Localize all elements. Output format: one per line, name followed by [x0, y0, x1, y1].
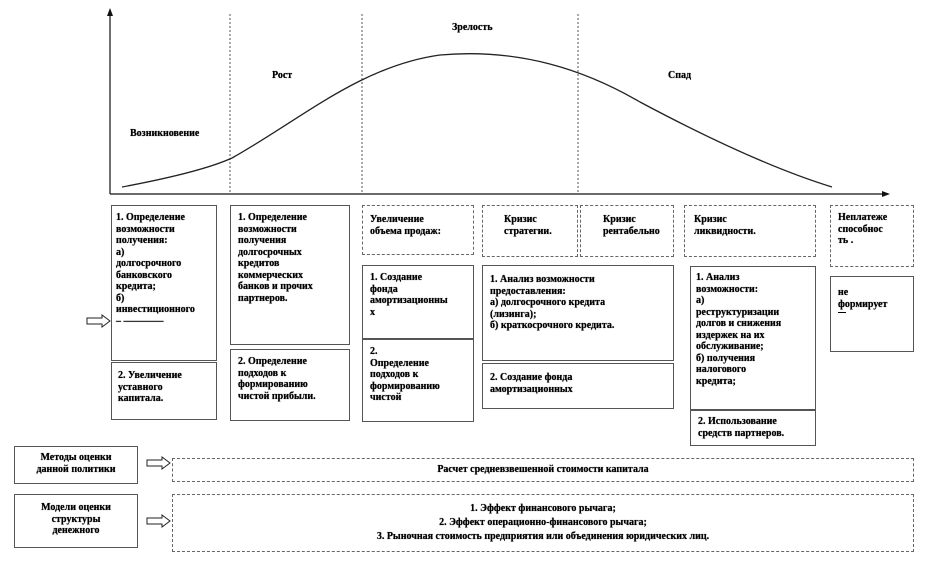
methods-arrow-icon	[146, 456, 172, 470]
y-axis-arrow	[107, 8, 113, 16]
methods-label: Методы оценки данной политики	[36, 452, 116, 475]
stage-growth: Рост	[272, 70, 293, 81]
stage-birth: Возникновение	[130, 128, 200, 139]
col2-bottom-text: 2. Определение подходов к формированию чистой прибыли.	[238, 356, 316, 402]
lifecycle-curve	[122, 54, 832, 187]
col5-bottom-text: 2. Использование средств партнеров.	[698, 416, 785, 439]
stage-maturity: Зрелость	[452, 22, 493, 33]
col5-head-text: Кризис ликвидности.	[694, 214, 756, 237]
methods-content: Расчет средневзвешенной стоимости капитала	[437, 464, 649, 475]
col4-bottom-text: 2. Создание фонда амортизационных	[490, 372, 573, 395]
col4b-head-text: Кризис рентабельно	[603, 214, 660, 237]
col1-top-text: 1. Определение возможности получения: а) долгосрочного банковского кредита; б) инвестиционного – ––––––––	[116, 212, 195, 327]
col4a-head-text: Кризис стратегии.	[504, 214, 552, 237]
input-arrow-icon	[86, 314, 112, 328]
models-arrow-icon	[146, 514, 172, 528]
models-content: 1. Эффект финансового рычага; 2. Эффект операционно-финансового рычага; 3. Рыночная стоимость предприятия или объединения юридических лиц.	[376, 503, 710, 542]
col5-mid-text: 1. Анализ возможности: а) реструктуризации долгов и снижения издержек на их обслуживание; б) получения налогового кредита;	[696, 272, 782, 387]
col2-top-text: 1. Определение возможности получения долгосрочных кредитов коммерческих банков и прочих партнеров.	[238, 212, 313, 304]
x-axis-arrow	[882, 191, 890, 197]
stage-decline: Спад	[668, 70, 692, 81]
col3-head-text: Увеличение объема продаж:	[370, 214, 441, 237]
col6-head-text: Неплатеже способнос ть .	[838, 212, 888, 246]
col3-mid-text: 1. Создание фонда амортизационны х	[370, 272, 448, 318]
col1-bottom-text: 2. Увеличение уставного капитала.	[118, 370, 182, 404]
col4-mid-text: 1. Анализ возможности предоставления: а) долгосрочного кредита (лизинга); б) краткосрочного кредита.	[490, 274, 615, 331]
col6-mid-text: не формирует	[838, 287, 910, 313]
models-label: Модели оценки структуры денежного	[41, 502, 111, 536]
col3-bottom-text: 2. Определение подходов к формированию чистой	[370, 346, 440, 403]
